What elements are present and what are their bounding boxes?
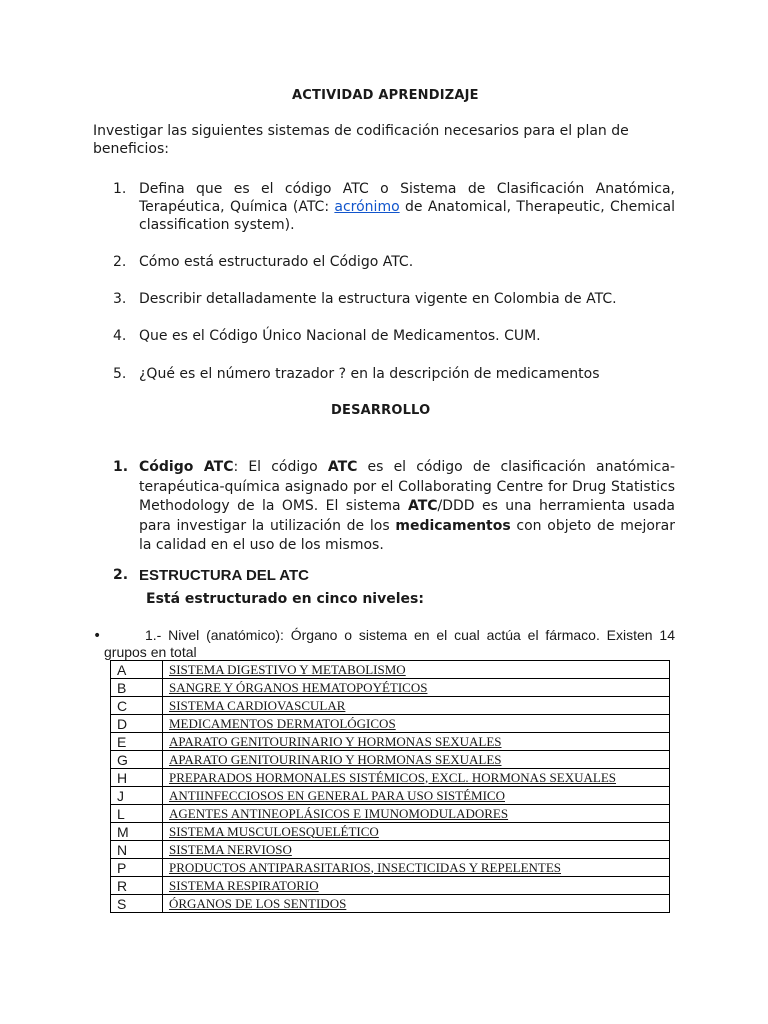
table-row: [111, 697, 670, 715]
atc-code-cell: J: [111, 787, 163, 805]
atc-code-cell: G: [111, 751, 163, 769]
atc-description-text: PREPARADOS HORMONALES SISTÉMICOS, EXCL. HORMONAS SEXUALES: [169, 769, 617, 785]
atc-description-text: PRODUCTOS ANTIPARASITARIOS, INSECTICIDAS Y REPELENTES: [169, 859, 562, 875]
atc-code-cell: C: [111, 697, 163, 715]
task-number: 1.: [113, 181, 127, 197]
atc-description-text: ANTIINFECCIOSOS EN GENERAL PARA USO SISTÉMICO: [169, 787, 505, 803]
atc-code-cell: M: [111, 823, 163, 841]
task-text: Describir detalladamente la estructura vigente en Colombia de ATC.: [139, 291, 617, 307]
document-title: ACTIVIDAD APRENDIZAJE: [292, 88, 479, 103]
task-item-2: [113, 253, 675, 271]
atc-description-text: SISTEMA MUSCULOESQUELÉTICO: [169, 823, 379, 839]
task-item-1: [113, 180, 675, 236]
table-row: [111, 787, 670, 805]
answer-subheading: Está estructurado en cinco niveles:: [146, 591, 424, 607]
answer-number: 1.: [113, 459, 129, 475]
task-text-part: de Anatomical, Therapeutic, Chemical classification system).: [139, 199, 675, 233]
task-item-5: [113, 365, 675, 383]
answer-heading: ESTRUCTURA DEL ATC: [139, 567, 309, 584]
atc-description-cell: [163, 787, 670, 805]
atc-description-cell: [163, 715, 670, 733]
intro-paragraph: Investigar las siguientes sistemas de codificación necesarios para el plan de beneficios:: [93, 123, 629, 157]
acronym-link[interactable]: acrónimo: [334, 199, 400, 215]
answer-text: [139, 458, 675, 556]
atc-description-text: MEDICAMENTOS DERMATOLÓGICOS: [169, 715, 396, 731]
task-number: 5.: [113, 366, 127, 382]
atc-description-text: SISTEMA CARDIOVASCULAR: [169, 697, 346, 713]
table-row: [111, 823, 670, 841]
atc-description-cell: [163, 823, 670, 841]
answer-bold-atc: ATC: [327, 459, 358, 475]
task-text: Que es el Código Único Nacional de Medicamentos. CUM.: [139, 328, 541, 344]
task-item-3: [113, 290, 675, 308]
table-row: [111, 859, 670, 877]
table-row: [111, 895, 670, 913]
atc-code-cell: P: [111, 859, 163, 877]
atc-description-cell: [163, 895, 670, 913]
task-text: ¿Qué es el número trazador ? en la descripción de medicamentos: [139, 366, 600, 382]
atc-description-cell: [163, 805, 670, 823]
atc-description-cell: [163, 679, 670, 697]
table-row: [111, 751, 670, 769]
answer-text-part: es el código de clasificación anatómica-terapéutica-química asignado por el Collaborating Centre for Drug Statistics Methodology de la OMS. El sistema: [139, 459, 675, 514]
table-row: [111, 661, 670, 679]
atc-description-cell: [163, 751, 670, 769]
task-number: 4.: [113, 328, 127, 344]
atc-code-cell: R: [111, 877, 163, 895]
answer-number: 2.: [113, 567, 129, 583]
task-text: Cómo está estructurado el Código ATC.: [139, 254, 414, 270]
atc-groups-table: [110, 660, 670, 913]
atc-description-cell: [163, 769, 670, 787]
answer-1: [113, 458, 675, 558]
atc-description-text: SISTEMA DIGESTIVO Y METABOLISMO: [169, 661, 406, 677]
table-row: [111, 805, 670, 823]
task-text: [139, 180, 675, 234]
table-row: [111, 841, 670, 859]
atc-description-cell: [163, 841, 670, 859]
bullet-text: 1.- Nivel (anatómico): Órgano o sistema en el cual actúa el fármaco. Existen 14 grupos en total: [104, 627, 675, 660]
task-text-part: Defina que es el código ATC o Sistema de Clasificación Anatómica, Terapéutica, Química (ATC:: [139, 181, 675, 215]
atc-description-text: SANGRE Y ÓRGANOS HEMATOPOYÉTICOS: [169, 679, 428, 695]
answer-term: Código ATC: [139, 459, 234, 475]
answer-text-part: : El código: [233, 459, 328, 475]
answer-bold-atc: ATC: [407, 498, 438, 514]
atc-code-cell: A: [111, 661, 163, 679]
table-row: [111, 733, 670, 751]
atc-code-cell: L: [111, 805, 163, 823]
atc-code-cell: E: [111, 733, 163, 751]
atc-code-cell: D: [111, 715, 163, 733]
atc-description-cell: [163, 661, 670, 679]
atc-description-text: SISTEMA NERVIOSO: [169, 841, 292, 857]
atc-description-text: APARATO GENITOURINARIO Y HORMONAS SEXUALES: [169, 733, 502, 749]
atc-code-cell: N: [111, 841, 163, 859]
atc-description-text: APARATO GENITOURINARIO Y HORMONAS SEXUALES: [169, 751, 502, 767]
atc-code-cell: H: [111, 769, 163, 787]
atc-description-text: ÓRGANOS DE LOS SENTIDOS: [169, 895, 347, 911]
table-row: [111, 769, 670, 787]
table-row: [111, 715, 670, 733]
section-title: DESARROLLO: [331, 403, 431, 418]
task-item-4: [113, 327, 675, 345]
task-number: 3.: [113, 291, 127, 307]
answer-2: [113, 567, 675, 587]
answer-bold-medicamentos: medicamentos: [395, 517, 511, 534]
answer-text-part: /DDD es una herramienta usada para investigar la utilización de los: [139, 498, 675, 534]
atc-code-cell: B: [111, 679, 163, 697]
atc-code-cell: S: [111, 895, 163, 913]
answer-text-part: con objeto de mejorar la calidad en el uso de los mismos.: [139, 517, 676, 553]
atc-groups-table-body: [111, 661, 670, 913]
atc-description-text: AGENTES ANTINEOPLÁSICOS E IMUNOMODULADORES: [169, 805, 509, 821]
atc-description-cell: [163, 859, 670, 877]
bullet-symbol: •: [93, 628, 102, 644]
atc-description-cell: [163, 733, 670, 751]
table-row: [111, 679, 670, 697]
table-row: [111, 877, 670, 895]
atc-description-text: SISTEMA RESPIRATORIO: [169, 877, 319, 893]
atc-description-cell: [163, 877, 670, 895]
task-number: 2.: [113, 254, 127, 270]
atc-description-cell: [163, 697, 670, 715]
